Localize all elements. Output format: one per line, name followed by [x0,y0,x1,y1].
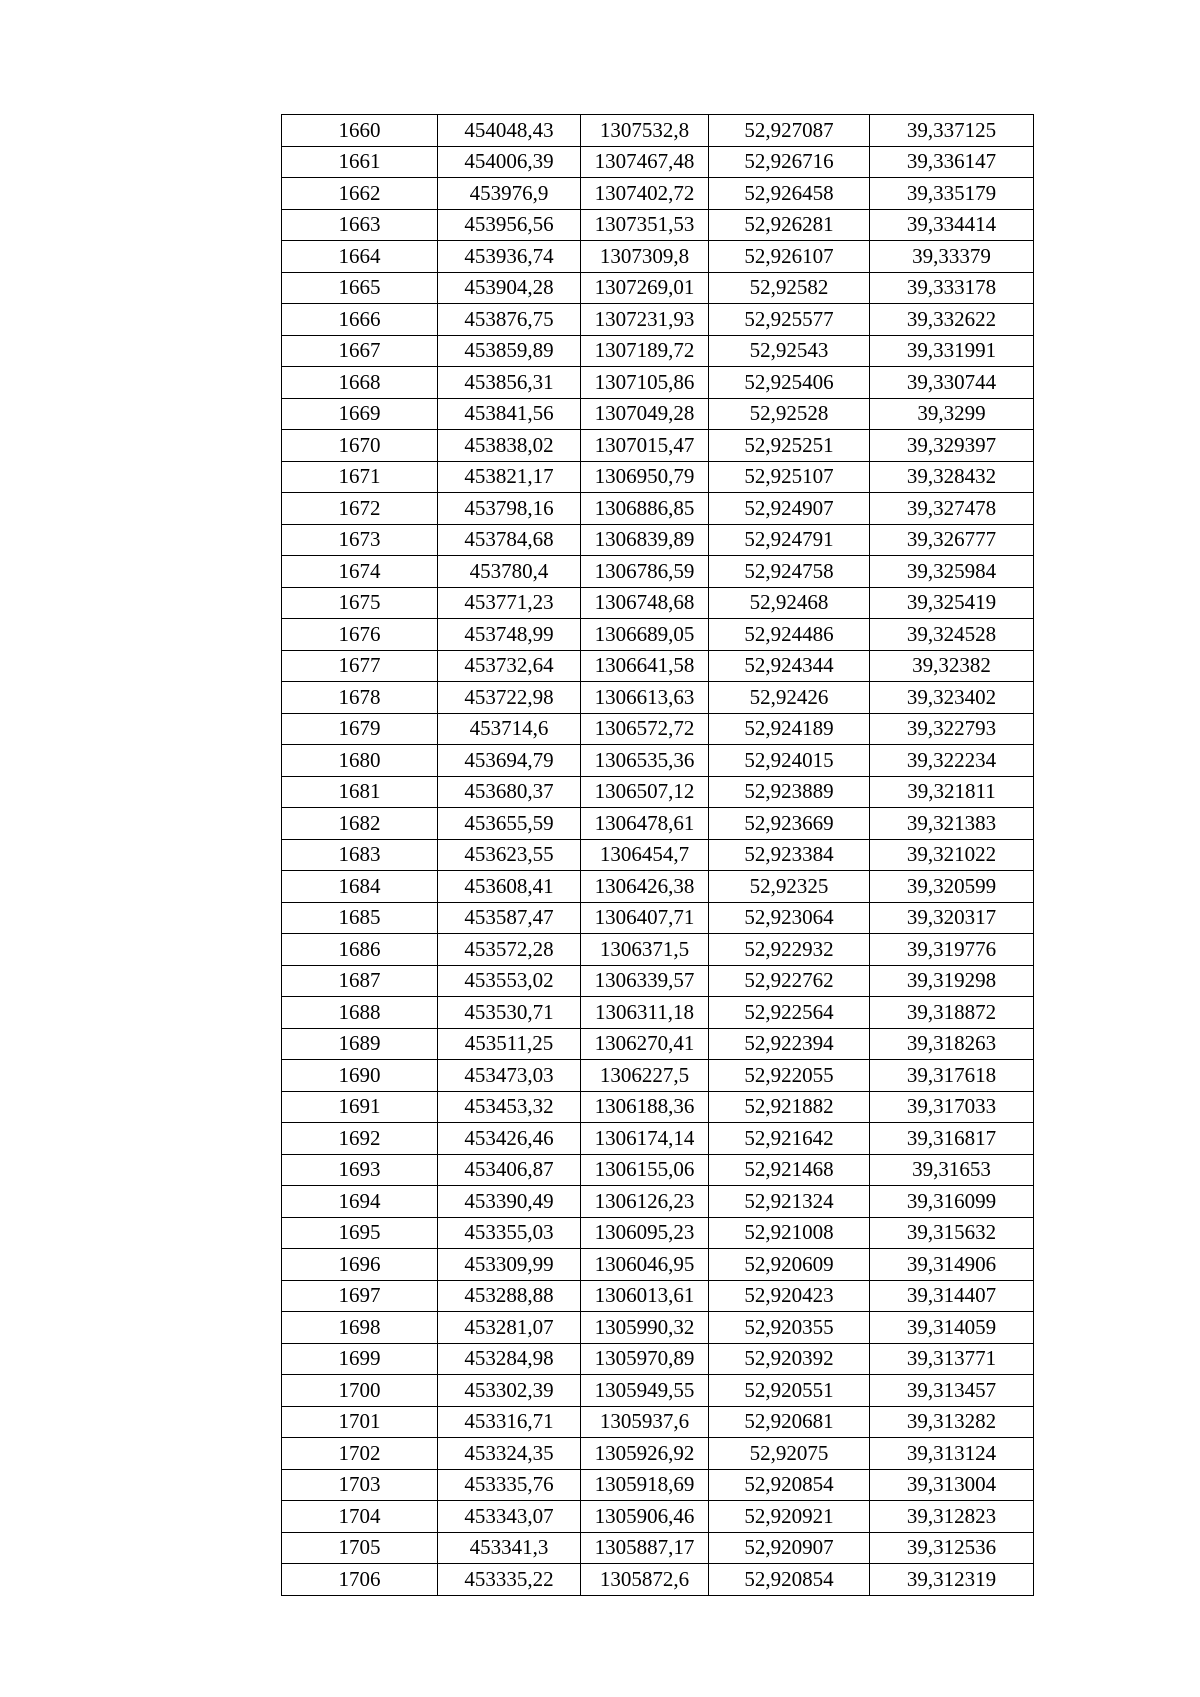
y-coordinate-cell: 1306155,06 [581,1154,709,1186]
table-row [282,146,1034,178]
latitude-cell: 52,92325 [709,871,870,903]
point-number-cell: 1662 [282,178,438,210]
y-coordinate-cell: 1306126,23 [581,1186,709,1218]
x-coordinate-cell: 453335,76 [438,1469,581,1501]
x-coordinate-cell: 453714,6 [438,713,581,745]
latitude-cell: 52,92075 [709,1438,870,1470]
table-row [282,650,1034,682]
longitude-cell: 39,330744 [870,367,1034,399]
table-row [282,682,1034,714]
y-coordinate-cell: 1307231,93 [581,304,709,336]
point-number-cell: 1679 [282,713,438,745]
y-coordinate-cell: 1307105,86 [581,367,709,399]
y-coordinate-cell: 1306886,85 [581,493,709,525]
latitude-cell: 52,926458 [709,178,870,210]
point-number-cell: 1694 [282,1186,438,1218]
longitude-cell: 39,316099 [870,1186,1034,1218]
x-coordinate-cell: 453841,56 [438,398,581,430]
table-row [282,398,1034,430]
table-row [282,115,1034,147]
table-row [282,304,1034,336]
table-row [282,1564,1034,1596]
x-coordinate-cell: 453390,49 [438,1186,581,1218]
latitude-cell: 52,92468 [709,587,870,619]
latitude-cell: 52,921882 [709,1091,870,1123]
longitude-cell: 39,328432 [870,461,1034,493]
longitude-cell: 39,321811 [870,776,1034,808]
point-number-cell: 1698 [282,1312,438,1344]
latitude-cell: 52,921008 [709,1217,870,1249]
longitude-cell: 39,314906 [870,1249,1034,1281]
latitude-cell: 52,921324 [709,1186,870,1218]
point-number-cell: 1684 [282,871,438,903]
longitude-cell: 39,326777 [870,524,1034,556]
point-number-cell: 1696 [282,1249,438,1281]
latitude-cell: 52,922932 [709,934,870,966]
table-row [282,1154,1034,1186]
latitude-cell: 52,920609 [709,1249,870,1281]
table-row [282,272,1034,304]
y-coordinate-cell: 1307309,8 [581,241,709,273]
point-number-cell: 1691 [282,1091,438,1123]
x-coordinate-cell: 453748,99 [438,619,581,651]
x-coordinate-cell: 453406,87 [438,1154,581,1186]
x-coordinate-cell: 453732,64 [438,650,581,682]
x-coordinate-cell: 453904,28 [438,272,581,304]
point-number-cell: 1683 [282,839,438,871]
table-row [282,1186,1034,1218]
point-number-cell: 1664 [282,241,438,273]
latitude-cell: 52,920551 [709,1375,870,1407]
table-row [282,997,1034,1029]
y-coordinate-cell: 1306478,61 [581,808,709,840]
longitude-cell: 39,313004 [870,1469,1034,1501]
longitude-cell: 39,313124 [870,1438,1034,1470]
point-number-cell: 1669 [282,398,438,430]
longitude-cell: 39,337125 [870,115,1034,147]
y-coordinate-cell: 1306641,58 [581,650,709,682]
x-coordinate-cell: 453553,02 [438,965,581,997]
point-number-cell: 1676 [282,619,438,651]
table-row [282,461,1034,493]
longitude-cell: 39,314059 [870,1312,1034,1344]
longitude-cell: 39,335179 [870,178,1034,210]
y-coordinate-cell: 1306786,59 [581,556,709,588]
x-coordinate-cell: 453680,37 [438,776,581,808]
longitude-cell: 39,333178 [870,272,1034,304]
x-coordinate-cell: 453316,71 [438,1406,581,1438]
y-coordinate-cell: 1307189,72 [581,335,709,367]
table-row [282,367,1034,399]
table-row [282,1375,1034,1407]
latitude-cell: 52,925577 [709,304,870,336]
y-coordinate-cell: 1307532,8 [581,115,709,147]
x-coordinate-cell: 453608,41 [438,871,581,903]
y-coordinate-cell: 1305906,46 [581,1501,709,1533]
x-coordinate-cell: 453780,4 [438,556,581,588]
latitude-cell: 52,920921 [709,1501,870,1533]
y-coordinate-cell: 1306188,36 [581,1091,709,1123]
y-coordinate-cell: 1306174,14 [581,1123,709,1155]
latitude-cell: 52,922564 [709,997,870,1029]
x-coordinate-cell: 453936,74 [438,241,581,273]
point-number-cell: 1700 [282,1375,438,1407]
longitude-cell: 39,315632 [870,1217,1034,1249]
latitude-cell: 52,923669 [709,808,870,840]
table-row [282,1091,1034,1123]
x-coordinate-cell: 453335,22 [438,1564,581,1596]
table-row [282,1501,1034,1533]
table-row [282,745,1034,777]
point-number-cell: 1675 [282,587,438,619]
table-row [282,1343,1034,1375]
latitude-cell: 52,922055 [709,1060,870,1092]
x-coordinate-cell: 453771,23 [438,587,581,619]
longitude-cell: 39,312823 [870,1501,1034,1533]
point-number-cell: 1677 [282,650,438,682]
point-number-cell: 1666 [282,304,438,336]
longitude-cell: 39,332622 [870,304,1034,336]
point-number-cell: 1704 [282,1501,438,1533]
y-coordinate-cell: 1306535,36 [581,745,709,777]
table-row [282,1249,1034,1281]
latitude-cell: 52,924758 [709,556,870,588]
longitude-cell: 39,325984 [870,556,1034,588]
latitude-cell: 52,924015 [709,745,870,777]
x-coordinate-cell: 453281,07 [438,1312,581,1344]
point-number-cell: 1681 [282,776,438,808]
latitude-cell: 52,920907 [709,1532,870,1564]
table-row [282,965,1034,997]
latitude-cell: 52,926107 [709,241,870,273]
x-coordinate-cell: 453694,79 [438,745,581,777]
table-row [282,1469,1034,1501]
y-coordinate-cell: 1306613,63 [581,682,709,714]
point-number-cell: 1678 [282,682,438,714]
y-coordinate-cell: 1307269,01 [581,272,709,304]
table-row [282,1028,1034,1060]
longitude-cell: 39,331991 [870,335,1034,367]
x-coordinate-cell: 453324,35 [438,1438,581,1470]
point-number-cell: 1680 [282,745,438,777]
longitude-cell: 39,3299 [870,398,1034,430]
table-row [282,524,1034,556]
point-number-cell: 1686 [282,934,438,966]
longitude-cell: 39,313771 [870,1343,1034,1375]
y-coordinate-cell: 1305949,55 [581,1375,709,1407]
y-coordinate-cell: 1306689,05 [581,619,709,651]
point-number-cell: 1705 [282,1532,438,1564]
x-coordinate-cell: 453288,88 [438,1280,581,1312]
y-coordinate-cell: 1306407,71 [581,902,709,934]
table-row [282,556,1034,588]
y-coordinate-cell: 1306311,18 [581,997,709,1029]
latitude-cell: 52,924907 [709,493,870,525]
x-coordinate-cell: 453341,3 [438,1532,581,1564]
y-coordinate-cell: 1306270,41 [581,1028,709,1060]
x-coordinate-cell: 453722,98 [438,682,581,714]
point-number-cell: 1671 [282,461,438,493]
longitude-cell: 39,321383 [870,808,1034,840]
x-coordinate-cell: 453309,99 [438,1249,581,1281]
longitude-cell: 39,312319 [870,1564,1034,1596]
y-coordinate-cell: 1305887,17 [581,1532,709,1564]
longitude-cell: 39,322793 [870,713,1034,745]
y-coordinate-cell: 1306371,5 [581,934,709,966]
x-coordinate-cell: 453572,28 [438,934,581,966]
point-number-cell: 1699 [282,1343,438,1375]
point-number-cell: 1690 [282,1060,438,1092]
x-coordinate-cell: 453784,68 [438,524,581,556]
point-number-cell: 1688 [282,997,438,1029]
longitude-cell: 39,324528 [870,619,1034,651]
x-coordinate-cell: 453343,07 [438,1501,581,1533]
x-coordinate-cell: 453956,56 [438,209,581,241]
table-row [282,808,1034,840]
longitude-cell: 39,33379 [870,241,1034,273]
latitude-cell: 52,920355 [709,1312,870,1344]
longitude-cell: 39,317618 [870,1060,1034,1092]
y-coordinate-cell: 1307467,48 [581,146,709,178]
y-coordinate-cell: 1307351,53 [581,209,709,241]
latitude-cell: 52,923889 [709,776,870,808]
point-number-cell: 1703 [282,1469,438,1501]
longitude-cell: 39,313457 [870,1375,1034,1407]
y-coordinate-cell: 1306095,23 [581,1217,709,1249]
latitude-cell: 52,920392 [709,1343,870,1375]
x-coordinate-cell: 453284,98 [438,1343,581,1375]
coordinates-table [281,114,1034,1596]
latitude-cell: 52,92528 [709,398,870,430]
point-number-cell: 1665 [282,272,438,304]
x-coordinate-cell: 454048,43 [438,115,581,147]
latitude-cell: 52,920854 [709,1469,870,1501]
coordinates-table-body [282,115,1034,1596]
longitude-cell: 39,336147 [870,146,1034,178]
point-number-cell: 1689 [282,1028,438,1060]
point-number-cell: 1693 [282,1154,438,1186]
table-row [282,1312,1034,1344]
x-coordinate-cell: 453426,46 [438,1123,581,1155]
table-row [282,713,1034,745]
y-coordinate-cell: 1305937,6 [581,1406,709,1438]
longitude-cell: 39,318872 [870,997,1034,1029]
table-row [282,776,1034,808]
longitude-cell: 39,32382 [870,650,1034,682]
y-coordinate-cell: 1305990,32 [581,1312,709,1344]
point-number-cell: 1687 [282,965,438,997]
latitude-cell: 52,92543 [709,335,870,367]
x-coordinate-cell: 453587,47 [438,902,581,934]
point-number-cell: 1674 [282,556,438,588]
point-number-cell: 1673 [282,524,438,556]
latitude-cell: 52,920423 [709,1280,870,1312]
point-number-cell: 1661 [282,146,438,178]
x-coordinate-cell: 453530,71 [438,997,581,1029]
point-number-cell: 1702 [282,1438,438,1470]
point-number-cell: 1701 [282,1406,438,1438]
latitude-cell: 52,922394 [709,1028,870,1060]
x-coordinate-cell: 453798,16 [438,493,581,525]
table-row [282,430,1034,462]
point-number-cell: 1706 [282,1564,438,1596]
longitude-cell: 39,321022 [870,839,1034,871]
longitude-cell: 39,31653 [870,1154,1034,1186]
y-coordinate-cell: 1306572,72 [581,713,709,745]
latitude-cell: 52,926281 [709,209,870,241]
x-coordinate-cell: 453511,25 [438,1028,581,1060]
table-row [282,619,1034,651]
y-coordinate-cell: 1306046,95 [581,1249,709,1281]
table-row [282,493,1034,525]
longitude-cell: 39,316817 [870,1123,1034,1155]
x-coordinate-cell: 453876,75 [438,304,581,336]
x-coordinate-cell: 453453,32 [438,1091,581,1123]
table-row [282,1217,1034,1249]
point-number-cell: 1692 [282,1123,438,1155]
x-coordinate-cell: 453302,39 [438,1375,581,1407]
y-coordinate-cell: 1306950,79 [581,461,709,493]
latitude-cell: 52,926716 [709,146,870,178]
y-coordinate-cell: 1305926,92 [581,1438,709,1470]
latitude-cell: 52,925107 [709,461,870,493]
table-row [282,839,1034,871]
y-coordinate-cell: 1306454,7 [581,839,709,871]
latitude-cell: 52,925251 [709,430,870,462]
longitude-cell: 39,320599 [870,871,1034,903]
table-row [282,1060,1034,1092]
latitude-cell: 52,923384 [709,839,870,871]
longitude-cell: 39,323402 [870,682,1034,714]
table-row [282,871,1034,903]
x-coordinate-cell: 453655,59 [438,808,581,840]
point-number-cell: 1697 [282,1280,438,1312]
longitude-cell: 39,319298 [870,965,1034,997]
latitude-cell: 52,92426 [709,682,870,714]
y-coordinate-cell: 1306507,12 [581,776,709,808]
point-number-cell: 1668 [282,367,438,399]
table-row [282,934,1034,966]
table-row [282,335,1034,367]
latitude-cell: 52,921468 [709,1154,870,1186]
latitude-cell: 52,924344 [709,650,870,682]
y-coordinate-cell: 1306339,57 [581,965,709,997]
point-number-cell: 1685 [282,902,438,934]
latitude-cell: 52,925406 [709,367,870,399]
longitude-cell: 39,325419 [870,587,1034,619]
longitude-cell: 39,313282 [870,1406,1034,1438]
table-row [282,209,1034,241]
longitude-cell: 39,327478 [870,493,1034,525]
point-number-cell: 1660 [282,115,438,147]
x-coordinate-cell: 453473,03 [438,1060,581,1092]
y-coordinate-cell: 1306426,38 [581,871,709,903]
y-coordinate-cell: 1306839,89 [581,524,709,556]
y-coordinate-cell: 1305918,69 [581,1469,709,1501]
y-coordinate-cell: 1307049,28 [581,398,709,430]
point-number-cell: 1663 [282,209,438,241]
x-coordinate-cell: 453821,17 [438,461,581,493]
longitude-cell: 39,317033 [870,1091,1034,1123]
latitude-cell: 52,923064 [709,902,870,934]
longitude-cell: 39,322234 [870,745,1034,777]
y-coordinate-cell: 1307015,47 [581,430,709,462]
table-row [282,241,1034,273]
table-row [282,178,1034,210]
y-coordinate-cell: 1306748,68 [581,587,709,619]
x-coordinate-cell: 454006,39 [438,146,581,178]
y-coordinate-cell: 1305970,89 [581,1343,709,1375]
latitude-cell: 52,924189 [709,713,870,745]
point-number-cell: 1682 [282,808,438,840]
table-row [282,1438,1034,1470]
latitude-cell: 52,924791 [709,524,870,556]
point-number-cell: 1695 [282,1217,438,1249]
x-coordinate-cell: 453623,55 [438,839,581,871]
latitude-cell: 52,920854 [709,1564,870,1596]
table-row [282,1532,1034,1564]
x-coordinate-cell: 453856,31 [438,367,581,399]
x-coordinate-cell: 453859,89 [438,335,581,367]
table-row [282,1406,1034,1438]
table-row [282,1123,1034,1155]
latitude-cell: 52,92582 [709,272,870,304]
latitude-cell: 52,920681 [709,1406,870,1438]
latitude-cell: 52,922762 [709,965,870,997]
longitude-cell: 39,314407 [870,1280,1034,1312]
latitude-cell: 52,927087 [709,115,870,147]
latitude-cell: 52,924486 [709,619,870,651]
longitude-cell: 39,334414 [870,209,1034,241]
x-coordinate-cell: 453355,03 [438,1217,581,1249]
y-coordinate-cell: 1306013,61 [581,1280,709,1312]
point-number-cell: 1670 [282,430,438,462]
table-row [282,587,1034,619]
longitude-cell: 39,320317 [870,902,1034,934]
y-coordinate-cell: 1307402,72 [581,178,709,210]
longitude-cell: 39,319776 [870,934,1034,966]
point-number-cell: 1672 [282,493,438,525]
table-row [282,902,1034,934]
x-coordinate-cell: 453976,9 [438,178,581,210]
table-row [282,1280,1034,1312]
y-coordinate-cell: 1305872,6 [581,1564,709,1596]
longitude-cell: 39,312536 [870,1532,1034,1564]
longitude-cell: 39,329397 [870,430,1034,462]
y-coordinate-cell: 1306227,5 [581,1060,709,1092]
point-number-cell: 1667 [282,335,438,367]
longitude-cell: 39,318263 [870,1028,1034,1060]
x-coordinate-cell: 453838,02 [438,430,581,462]
latitude-cell: 52,921642 [709,1123,870,1155]
